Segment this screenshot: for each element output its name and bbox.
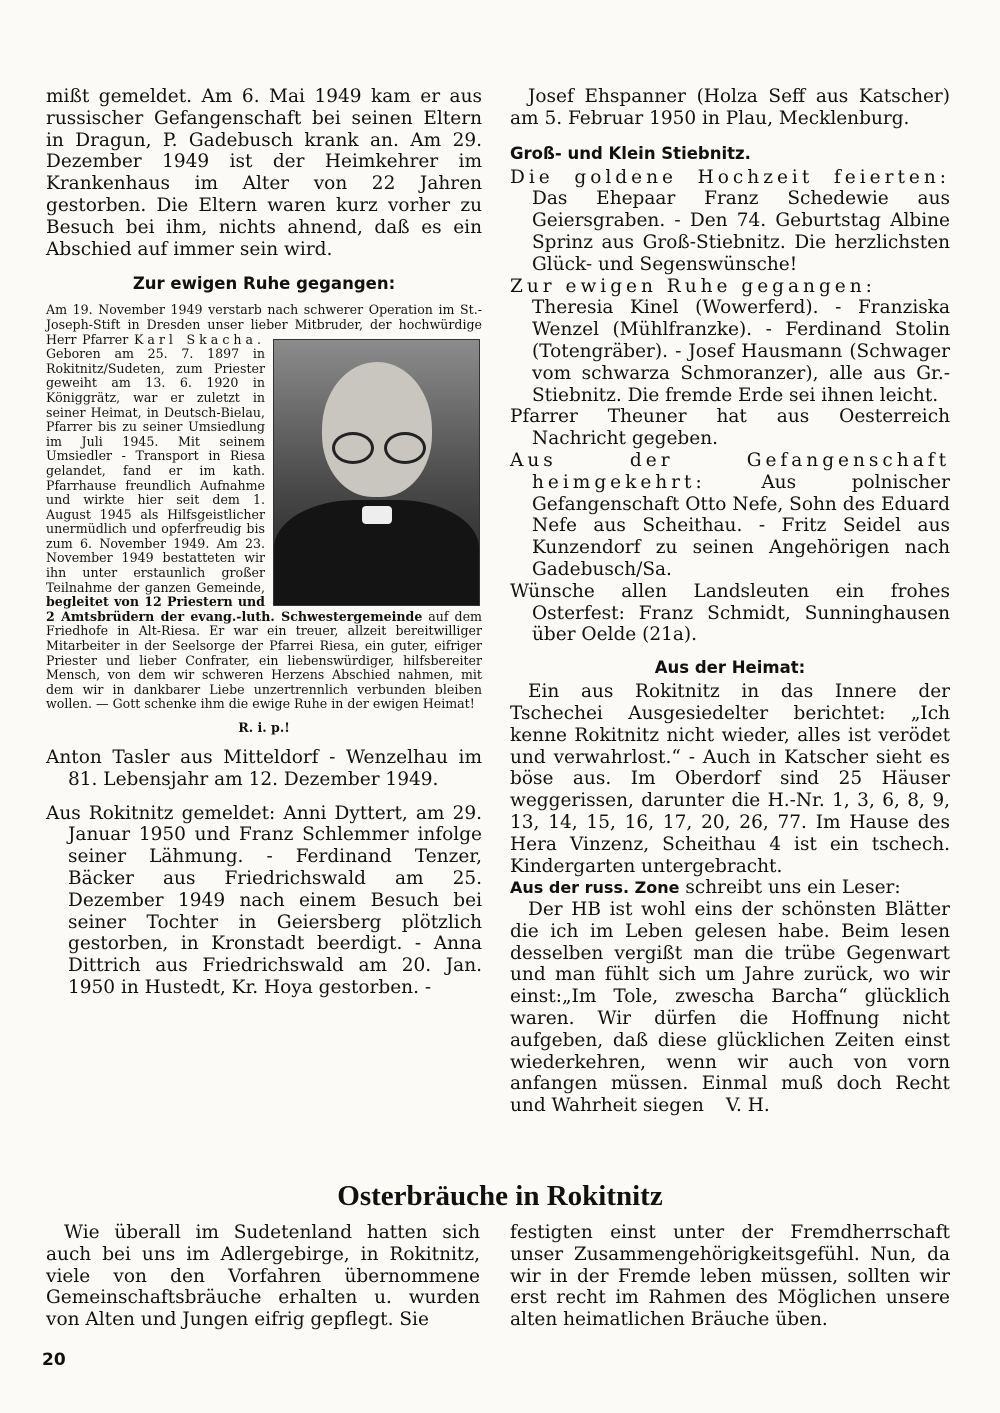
rest-text: Theresia Kinel (Wowerferd). - Franziska Wenzel (Mühlfranzke). - Ferdinand Stolin (Totengräber). - Josef Hausmann (Schwager vom schwarza Schmoranzer), alle aus Gr.-Stiebnitz. Die fremde Erde sei ihnen leicht. [532, 297, 950, 406]
obituary-part-a: Am 19. November 1949 verstarb nach schwerer Operation im St.-Joseph-Stift in Dresden unser lieber Mitbruder, der hochwürdige Herr Pfarrer [46, 302, 482, 347]
priest-portrait-photo [273, 339, 480, 606]
wishes-paragraph: Wünsche allen Landsleuten ein frohes Osterfest: Franz Schmidt, Sunninghausen über Oelde (21a). [510, 580, 950, 646]
article-left-text: Wie überall im Sudetenland hatten sich auch bei uns im Adlergebirge, in Rokitnitz, viele von den Vorfahren übernommene Gemeinschaftsbräuche erhalten u. wurden von Alten und Jungen eifrig gepflegt. Sie [46, 1222, 480, 1331]
left-heading-rest: Zur ewigen Ruhe gegangen: [132, 274, 396, 294]
article-right-column [510, 1222, 950, 1331]
right-heading-stiebnitz: Groß- und Klein Stiebnitz. [510, 143, 751, 163]
right-column [510, 86, 950, 1117]
article-right-text: festigten einst unter der Fremdherrschaft unser Zusammengehörigkeitsgefühl. Nun, da wir in der Fremde leben müssen, sollten wir erst recht im Rahmen des Möglichen unsere alten heimatlichen Bräuche üben. [510, 1222, 950, 1331]
obituary-part-c: auf dem Friedhofe in Alt-Riesa. Er war ein treuer, allzeit bereitwilliger Mitarbeiter in der Seelsorge der Pfarrei Riesa, ein guter, eifriger Priester und lieber Confrater, ein liebenswürdiger, hilfsbereiter Mensch, von dem wir schweren Herzens Abschied nahmen, mit dem wir in dankbarer Liebe unzertrennlich verbunden bleiben wollen. — Gott schenke ihm die ewige Ruhe in der ewigen Heimat! [46, 608, 482, 712]
theuner-paragraph: Pfarrer Theuner hat aus Oesterreich Nachricht gegeben. [510, 406, 950, 450]
heimat-paragraph: Ein aus Rokitnitz in das Innere der Tschechei Ausgesiedelter berichtet: „Ich kenne Rokitnitz nicht wieder, alles ist verödet und verwahrlost.“ - Auch in Katscher sieht es böse aus. Im Oberdorf sind 25 Häuser weggerissen, darunter die H.-Nr. 1, 3, 6, 8, 9, 13, 14, 15, 16, 17, 20, 26, 77. Im Hause des Hera Vinzenz, Scheithau 4 ist ein tschech. Kindergarten untergebracht. [510, 681, 950, 877]
signature: V. H. [725, 1095, 770, 1117]
rest-lead: Zur ewigen Ruhe gegangen: [510, 275, 876, 297]
pow-text: Aus polnischer Gefangenschaft Otto Nefe, Sohn des Eduard Nefe aus Scheithau. - Fritz Seidel aus Kunzendorf zu seinen Angehörigen nach Gadebusch/Sa. [532, 471, 950, 580]
rip-line: R. i. p.! [238, 720, 290, 735]
right-heading-heimat: Aus der Heimat: [654, 658, 806, 678]
article-title: Osterbräuche in Rokitnitz [337, 1180, 663, 1212]
left-column [46, 86, 482, 999]
article-left-column [46, 1222, 480, 1331]
golden-wedding-lead: Die goldene Hochzeit feierten: [510, 166, 950, 188]
left-paragraph-tasler: Anton Tasler aus Mitteldorf - Wenzelhau im 81. Lebensjahr am 12. Dezember 1949. [46, 747, 482, 790]
zone-line [510, 877, 950, 899]
obituary-name: Karl Skacha. [133, 331, 265, 347]
right-paragraph-1: Josef Ehspanner (Holza Seff aus Katscher) am 5. Februar 1950 in Plau, Mecklenburg. [510, 86, 950, 129]
obituary-bold: begleitet von 12 Priestern und 2 Amtsbrüdern der evang.-luth. Schwestergemeinde [46, 594, 423, 624]
obituary-text [46, 303, 482, 712]
portrait-collar [362, 506, 392, 524]
portrait-glasses-left [332, 432, 374, 464]
left-paragraph-1: mißt gemeldet. Am 6. Mai 1949 kam er aus russischer Gefangenschaft bei seinen Eltern in Dragun, P. Gadebusch krank an. Am 29. Dezember 1949 ist der Heimkehrer im Krankenhaus im Alter von 22 Jahren gestorben. Die Eltern waren kurz vorher zu Besuch bei ihm, nichts ahnend, daß es ein Abschied auf immer sein wird. [46, 86, 482, 260]
portrait-head [322, 362, 432, 497]
golden-wedding-text: Das Ehepaar Franz Schedewie aus Geiersgraben. - Den 74. Geburtstag Albine Sprinz aus Groß-Stiebnitz. Die herzlichsten Glück- und Segenswünsche! [532, 188, 950, 275]
zone-text: schreibt uns ein Leser: [685, 877, 901, 899]
page-number: 20 [42, 1350, 66, 1370]
pow-lead: Aus der Gefangenschaft heimgekehrt: [510, 449, 950, 493]
obituary-part-b: Geboren am 25. 7. 1897 in Rokitnitz/Sudeten, zum Priester geweiht am 13. 6. 1920 in Königgrätz, war er zuletzt in seiner Heimat, in Deutsch-Bielau, Pfarrer bis zu seiner Umsiedlung im Juli 1945. Mit seinem Umsiedler - Transport in Riesa gelandet, fand er im kath. Pfarrhause freundlich Aufnahme und wirkte hier seit dem 1. August 1945 als Hilfsgeistlicher unermüdlich und opferfreudig bis zum 6. November 1949. Am 23. November 1949 bestatteten wir ihn unter erstaunlich großer Teilnahme der ganzen Gemeinde, [46, 346, 265, 595]
portrait-glasses-right [384, 432, 426, 464]
zone-lead: Aus der russ. Zone [510, 878, 680, 898]
pow-paragraph [510, 450, 950, 581]
zone-paragraph [510, 899, 950, 1117]
left-paragraph-rokitnitz: Aus Rokitnitz gemeldet: Anni Dyttert, am 29. Januar 1950 und Franz Schlemmer infolge seiner Lähmung. - Ferdinand Tenzer, Bäcker aus Friedrichswald am 25. Dezember 1949 nach einem Besuch bei seiner Tochter in Geiersberg plötzlich gestorben, in Kronstadt beerdigt. - Anna Dittrich aus Friedrichswald am 20. Jan. 1950 in Hustedt, Kr. Hoya gestorben. - [46, 802, 482, 998]
golden-wedding-paragraph [510, 167, 950, 276]
zone-paragraph-text: Der HB ist wohl eins der schönsten Blätter die ich im Leben gelesen habe. Beim lesen desselben vergißt man die trübe Gegenwart und man fühlt sich um Jahre zurück, wo wir einst:„Im Tole, zwescha Barcha“ glücklich waren. Wir dürfen die Hoffnung nicht aufgeben, daß diese glücklichen Zeiten einst wiederkehren, wenn wir auch von vorn anfangen müssen. Einmal muß doch Recht und Wahrheit siegen [510, 899, 950, 1117]
